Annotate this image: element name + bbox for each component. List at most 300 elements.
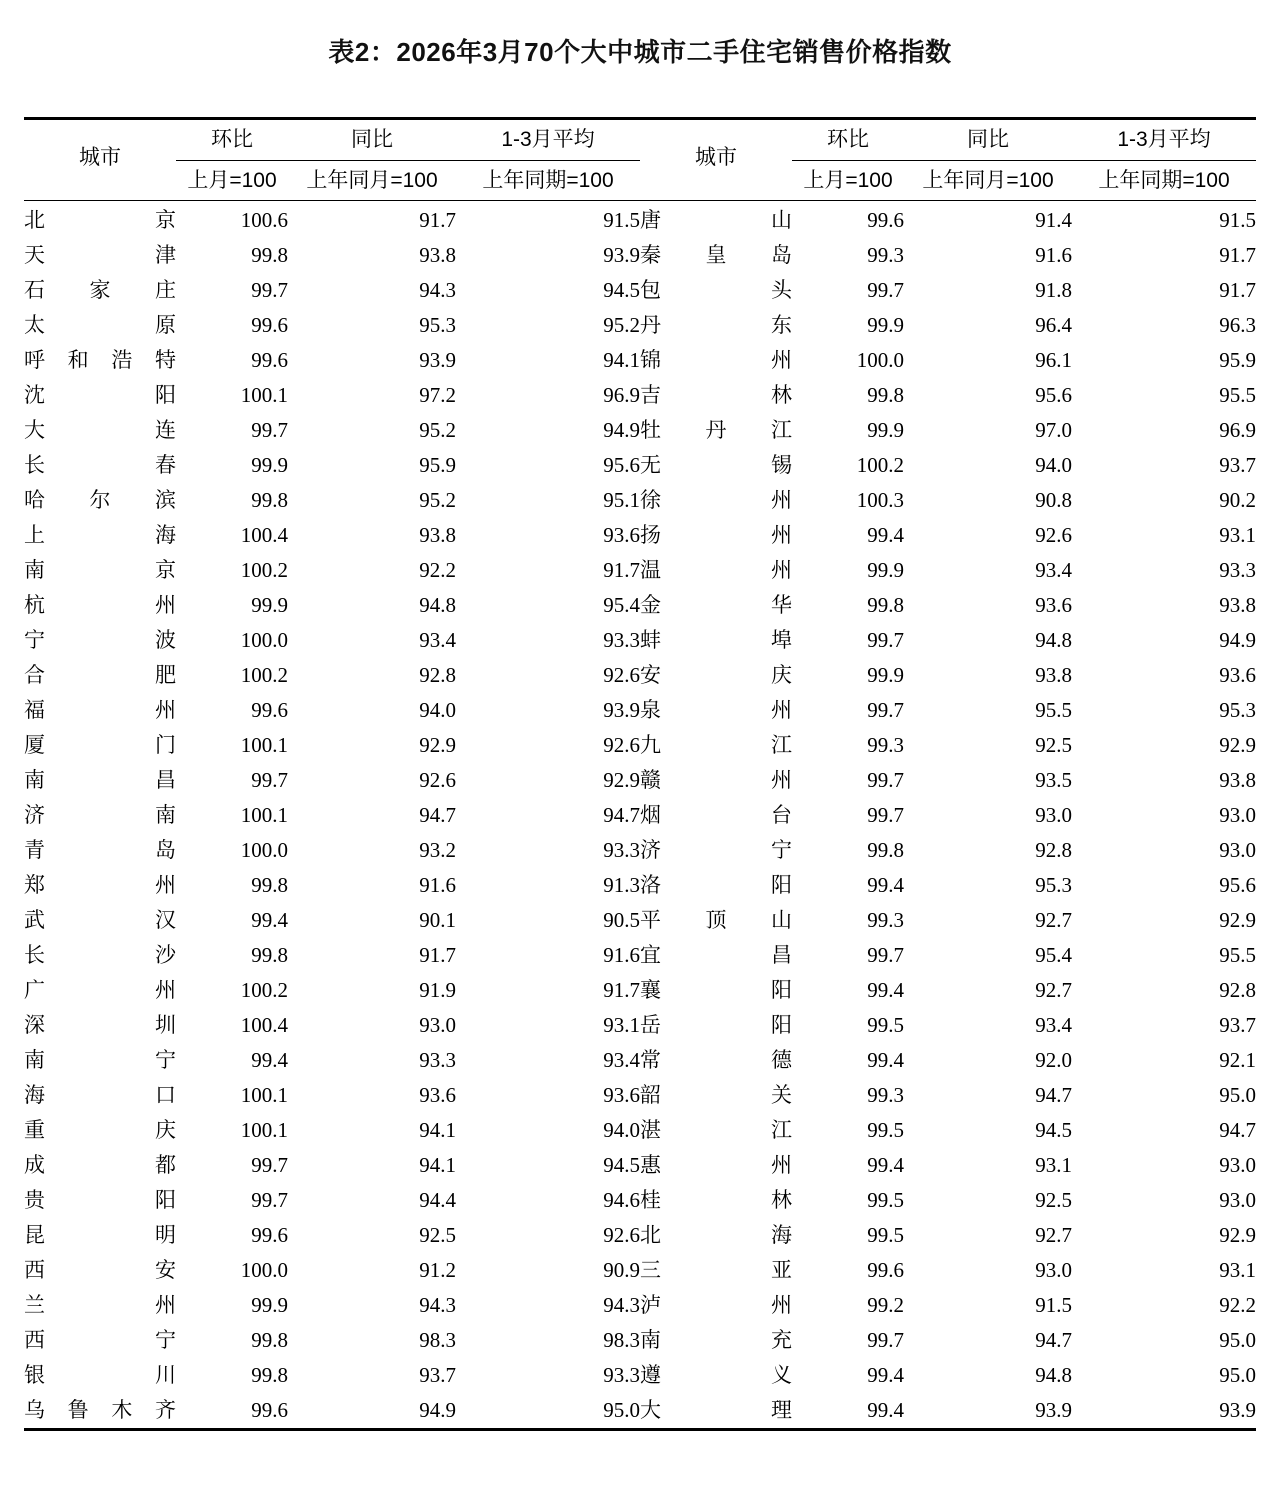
cell-yoy: 93.8 <box>419 243 456 267</box>
cell-yoy: 91.6 <box>1035 243 1072 267</box>
cell-avg: 91.6 <box>603 943 640 967</box>
cell-yoy: 94.4 <box>419 1188 456 1212</box>
cell-mom: 99.8 <box>251 943 288 967</box>
cell-city <box>24 413 176 448</box>
cell-city <box>24 833 176 868</box>
cell-yoy: 93.0 <box>419 1013 456 1037</box>
cell-yoy: 94.0 <box>1035 453 1072 477</box>
cell-avg: 95.6 <box>1219 873 1256 897</box>
cell-mom: 99.8 <box>867 593 904 617</box>
cell-yoy: 95.2 <box>419 418 456 442</box>
cell-yoy: 91.9 <box>419 978 456 1002</box>
cell-yoy: 94.7 <box>1035 1083 1072 1107</box>
cell-city <box>640 1008 792 1043</box>
cell-city <box>640 1043 792 1078</box>
cell-avg: 92.1 <box>1219 1048 1256 1072</box>
cell-mom: 99.3 <box>867 1083 904 1107</box>
cell-yoy: 92.2 <box>419 558 456 582</box>
cell-city <box>640 588 792 623</box>
cell-yoy: 95.9 <box>419 453 456 477</box>
cell-mom: 99.6 <box>867 1258 904 1282</box>
city-name: 三亚 <box>640 1258 792 1282</box>
cell-mom: 100.4 <box>240 523 288 547</box>
cell-mom: 100.1 <box>240 803 288 827</box>
cell-avg: 93.9 <box>1219 1398 1256 1422</box>
cell-yoy: 94.8 <box>1035 1363 1072 1387</box>
city-name: 惠州 <box>640 1153 792 1177</box>
cell-city <box>24 1078 176 1113</box>
cell-yoy: 94.1 <box>419 1118 456 1142</box>
cell-yoy: 94.8 <box>419 593 456 617</box>
city-name: 昆明 <box>24 1223 176 1247</box>
page-title: 表2：2026年3月70个大中城市二手住宅销售价格指数 <box>328 37 952 67</box>
cell-yoy: 93.4 <box>419 628 456 652</box>
cell-mom: 99.6 <box>251 698 288 722</box>
cell-city <box>24 1323 176 1358</box>
city-name: 唐山 <box>640 208 792 232</box>
city-name: 海口 <box>24 1083 176 1107</box>
cell-mom: 99.2 <box>867 1293 904 1317</box>
cell-mom: 100.0 <box>240 1258 288 1282</box>
cell-yoy: 91.7 <box>419 208 456 232</box>
cell-city <box>640 1253 792 1288</box>
cell-yoy: 91.2 <box>419 1258 456 1282</box>
cell-mom: 100.0 <box>240 838 288 862</box>
table-row <box>24 728 1256 763</box>
cell-city <box>640 1358 792 1393</box>
cell-city <box>640 973 792 1008</box>
column-header-city-left <box>24 119 176 201</box>
cell-mom: 100.2 <box>240 558 288 582</box>
cell-city <box>24 693 176 728</box>
cell-yoy: 91.8 <box>1035 278 1072 302</box>
table-row <box>24 658 1256 693</box>
cell-mom: 100.1 <box>240 733 288 757</box>
city-name: 洛阳 <box>640 873 792 897</box>
table-row <box>24 973 1256 1008</box>
cell-yoy: 92.5 <box>1035 1188 1072 1212</box>
table-row <box>24 553 1256 588</box>
cell-mom: 100.2 <box>240 978 288 1002</box>
city-name: 徐州 <box>640 488 792 512</box>
cell-city <box>640 413 792 448</box>
cell-mom: 99.7 <box>867 698 904 722</box>
city-name: 长春 <box>24 453 176 477</box>
cell-yoy: 91.5 <box>1035 1293 1072 1317</box>
cell-mom: 99.5 <box>867 1188 904 1212</box>
city-name: 杭州 <box>24 593 176 617</box>
cell-yoy: 93.7 <box>419 1363 456 1387</box>
cell-yoy: 91.7 <box>419 943 456 967</box>
city-name: 深圳 <box>24 1013 176 1037</box>
city-name: 天津 <box>24 243 176 267</box>
cell-avg: 94.9 <box>1219 628 1256 652</box>
cell-avg: 95.0 <box>1219 1363 1256 1387</box>
table-row <box>24 693 1256 728</box>
cell-mom: 99.7 <box>867 628 904 652</box>
city-name: 沈阳 <box>24 383 176 407</box>
cell-yoy: 92.5 <box>419 1223 456 1247</box>
city-name: 呼和浩特 <box>24 348 176 372</box>
cell-mom: 99.4 <box>867 1398 904 1422</box>
cell-city <box>24 798 176 833</box>
cell-yoy: 93.2 <box>419 838 456 862</box>
cell-yoy: 94.0 <box>419 698 456 722</box>
cell-city <box>24 868 176 903</box>
cell-yoy: 92.8 <box>419 663 456 687</box>
cell-avg: 92.9 <box>1219 1223 1256 1247</box>
cell-city <box>640 1393 792 1430</box>
cell-yoy: 90.8 <box>1035 488 1072 512</box>
price-index-table <box>24 117 1256 1431</box>
cell-mom: 99.7 <box>867 768 904 792</box>
table-row <box>24 448 1256 483</box>
column-header-mom-right: 环比 <box>792 119 904 161</box>
table-row <box>24 413 1256 448</box>
cell-avg: 92.9 <box>1219 908 1256 932</box>
cell-mom: 99.4 <box>867 1363 904 1387</box>
cell-city <box>640 693 792 728</box>
cell-city <box>24 1218 176 1253</box>
cell-mom: 99.9 <box>867 558 904 582</box>
cell-mom: 99.6 <box>251 1398 288 1422</box>
cell-avg: 96.3 <box>1219 313 1256 337</box>
cell-avg: 93.1 <box>603 1013 640 1037</box>
cell-yoy: 93.4 <box>1035 558 1072 582</box>
cell-city <box>640 658 792 693</box>
cell-avg: 93.0 <box>1219 838 1256 862</box>
cell-avg: 95.2 <box>603 313 640 337</box>
column-unit-mom-left: 上月=100 <box>176 160 288 200</box>
cell-city <box>640 483 792 518</box>
city-name: 大连 <box>24 418 176 442</box>
cell-city <box>640 1218 792 1253</box>
cell-mom: 99.3 <box>867 243 904 267</box>
city-name: 西安 <box>24 1258 176 1282</box>
cell-avg: 94.0 <box>603 1118 640 1142</box>
cell-avg: 93.0 <box>1219 1153 1256 1177</box>
cell-avg: 93.0 <box>1219 1188 1256 1212</box>
cell-yoy: 97.2 <box>419 383 456 407</box>
cell-avg: 93.7 <box>1219 1013 1256 1037</box>
city-name: 岳阳 <box>640 1013 792 1037</box>
cell-avg: 91.5 <box>1219 208 1256 232</box>
price-index-table-container <box>24 69 1256 1431</box>
table-row <box>24 1218 1256 1253</box>
cell-city <box>24 728 176 763</box>
cell-mom: 99.6 <box>251 1223 288 1247</box>
city-header-label-right: 城市 <box>695 145 737 169</box>
table-row <box>24 273 1256 308</box>
table-row <box>24 588 1256 623</box>
cell-avg: 92.6 <box>603 663 640 687</box>
column-header-avg-left: 1-3月平均 <box>456 119 640 161</box>
cell-mom: 99.3 <box>867 908 904 932</box>
column-unit-yoy-right: 上年同月=100 <box>904 160 1072 200</box>
table-row <box>24 1253 1256 1288</box>
cell-mom: 100.1 <box>240 383 288 407</box>
city-name: 哈尔滨 <box>24 488 176 512</box>
cell-city <box>24 973 176 1008</box>
cell-mom: 99.8 <box>867 383 904 407</box>
cell-yoy: 92.7 <box>1035 908 1072 932</box>
cell-avg: 95.0 <box>1219 1083 1256 1107</box>
cell-city <box>24 1043 176 1078</box>
cell-avg: 93.1 <box>1219 1258 1256 1282</box>
cell-yoy: 91.4 <box>1035 208 1072 232</box>
cell-mom: 99.3 <box>867 733 904 757</box>
cell-mom: 99.9 <box>867 313 904 337</box>
table-row <box>24 518 1256 553</box>
city-name: 成都 <box>24 1153 176 1177</box>
cell-avg: 93.8 <box>1219 593 1256 617</box>
column-header-avg-right: 1-3月平均 <box>1072 119 1256 161</box>
city-name: 丹东 <box>640 313 792 337</box>
table-row <box>24 483 1256 518</box>
table-row <box>24 201 1256 239</box>
cell-avg: 91.7 <box>603 558 640 582</box>
cell-avg: 93.8 <box>1219 768 1256 792</box>
cell-yoy: 94.9 <box>419 1398 456 1422</box>
cell-avg: 90.5 <box>603 908 640 932</box>
cell-mom: 99.4 <box>251 908 288 932</box>
cell-mom: 99.4 <box>867 523 904 547</box>
city-name: 上海 <box>24 523 176 547</box>
cell-yoy: 95.3 <box>419 313 456 337</box>
cell-avg: 94.3 <box>603 1293 640 1317</box>
cell-yoy: 94.5 <box>1035 1118 1072 1142</box>
cell-city <box>640 903 792 938</box>
city-name: 无锡 <box>640 453 792 477</box>
cell-city <box>24 553 176 588</box>
cell-city <box>640 308 792 343</box>
cell-city <box>24 658 176 693</box>
cell-city <box>24 483 176 518</box>
cell-yoy: 90.1 <box>419 908 456 932</box>
cell-avg: 91.7 <box>1219 243 1256 267</box>
city-name: 太原 <box>24 313 176 337</box>
cell-city <box>640 833 792 868</box>
city-name: 包头 <box>640 278 792 302</box>
cell-city <box>24 273 176 308</box>
table-body <box>24 201 1256 1430</box>
cell-yoy: 92.8 <box>1035 838 1072 862</box>
cell-yoy: 93.6 <box>1035 593 1072 617</box>
cell-city <box>24 1008 176 1043</box>
cell-yoy: 92.6 <box>419 768 456 792</box>
table-row <box>24 1008 1256 1043</box>
city-name: 平顶山 <box>640 908 792 932</box>
cell-yoy: 95.6 <box>1035 383 1072 407</box>
cell-mom: 100.3 <box>856 488 904 512</box>
cell-mom: 99.7 <box>867 943 904 967</box>
cell-avg: 94.9 <box>603 418 640 442</box>
city-name: 泸州 <box>640 1293 792 1317</box>
table-row <box>24 1183 1256 1218</box>
cell-city <box>640 728 792 763</box>
city-name: 宁波 <box>24 628 176 652</box>
city-name: 泉州 <box>640 698 792 722</box>
cell-yoy: 92.7 <box>1035 1223 1072 1247</box>
table-row <box>24 868 1256 903</box>
city-name: 吉林 <box>640 383 792 407</box>
cell-yoy: 92.5 <box>1035 733 1072 757</box>
cell-city <box>24 1288 176 1323</box>
cell-city <box>24 623 176 658</box>
cell-avg: 93.3 <box>603 838 640 862</box>
city-name: 福州 <box>24 698 176 722</box>
city-name: 大理 <box>640 1398 792 1422</box>
cell-city <box>24 1393 176 1430</box>
cell-yoy: 93.9 <box>1035 1398 1072 1422</box>
cell-yoy: 93.8 <box>1035 663 1072 687</box>
cell-avg: 92.2 <box>1219 1293 1256 1317</box>
city-name: 银川 <box>24 1363 176 1387</box>
cell-city <box>24 763 176 798</box>
cell-mom: 99.7 <box>251 278 288 302</box>
cell-avg: 93.3 <box>1219 558 1256 582</box>
city-name: 兰州 <box>24 1293 176 1317</box>
city-name: 北京 <box>24 208 176 232</box>
cell-city <box>640 1288 792 1323</box>
cell-mom: 99.7 <box>251 1188 288 1212</box>
city-name: 蚌埠 <box>640 628 792 652</box>
table-row <box>24 308 1256 343</box>
table-row <box>24 763 1256 798</box>
cell-avg: 96.9 <box>1219 418 1256 442</box>
cell-mom: 100.1 <box>240 1118 288 1142</box>
column-unit-yoy-left: 上年同月=100 <box>288 160 456 200</box>
cell-avg: 95.3 <box>1219 698 1256 722</box>
cell-avg: 93.3 <box>603 628 640 652</box>
city-name: 青岛 <box>24 838 176 862</box>
table-row <box>24 1358 1256 1393</box>
cell-mom: 99.8 <box>251 873 288 897</box>
table-row <box>24 1148 1256 1183</box>
cell-mom: 99.4 <box>867 1153 904 1177</box>
cell-city <box>640 343 792 378</box>
city-name: 南昌 <box>24 768 176 792</box>
cell-yoy: 95.3 <box>1035 873 1072 897</box>
column-header-city-right <box>640 119 792 201</box>
city-name: 韶关 <box>640 1083 792 1107</box>
city-name: 广州 <box>24 978 176 1002</box>
cell-yoy: 92.6 <box>1035 523 1072 547</box>
city-name: 九江 <box>640 733 792 757</box>
cell-mom: 100.2 <box>856 453 904 477</box>
cell-avg: 93.0 <box>1219 803 1256 827</box>
cell-mom: 99.4 <box>867 978 904 1002</box>
cell-avg: 94.6 <box>603 1188 640 1212</box>
cell-avg: 90.9 <box>603 1258 640 1282</box>
cell-avg: 94.7 <box>603 803 640 827</box>
column-unit-avg-right: 上年同期=100 <box>1072 160 1256 200</box>
cell-mom: 99.7 <box>251 768 288 792</box>
table-row <box>24 833 1256 868</box>
cell-yoy: 93.4 <box>1035 1013 1072 1037</box>
city-name: 襄阳 <box>640 978 792 1002</box>
city-name: 乌鲁木齐 <box>24 1398 176 1422</box>
cell-city <box>24 201 176 239</box>
cell-city <box>24 1358 176 1393</box>
cell-mom: 99.7 <box>867 803 904 827</box>
city-name: 南京 <box>24 558 176 582</box>
cell-yoy: 94.7 <box>419 803 456 827</box>
cell-yoy: 93.1 <box>1035 1153 1072 1177</box>
cell-yoy: 94.1 <box>419 1153 456 1177</box>
cell-mom: 99.9 <box>251 593 288 617</box>
cell-avg: 93.3 <box>603 1363 640 1387</box>
header-row-group <box>24 119 1256 161</box>
city-name: 重庆 <box>24 1118 176 1142</box>
table-row <box>24 1393 1256 1430</box>
cell-avg: 93.1 <box>1219 523 1256 547</box>
cell-avg: 93.9 <box>603 243 640 267</box>
city-name: 安庆 <box>640 663 792 687</box>
cell-avg: 91.7 <box>603 978 640 1002</box>
cell-avg: 93.6 <box>1219 663 1256 687</box>
cell-city <box>640 518 792 553</box>
cell-yoy: 93.3 <box>419 1048 456 1072</box>
cell-yoy: 98.3 <box>419 1328 456 1352</box>
city-name: 锦州 <box>640 348 792 372</box>
city-name: 贵阳 <box>24 1188 176 1212</box>
cell-mom: 99.7 <box>867 278 904 302</box>
cell-avg: 94.7 <box>1219 1118 1256 1142</box>
cell-city <box>24 238 176 273</box>
city-name: 温州 <box>640 558 792 582</box>
cell-yoy: 97.0 <box>1035 418 1072 442</box>
cell-avg: 95.0 <box>603 1398 640 1422</box>
cell-avg: 93.9 <box>603 698 640 722</box>
cell-mom: 99.6 <box>867 208 904 232</box>
cell-avg: 93.7 <box>1219 453 1256 477</box>
cell-avg: 96.9 <box>603 383 640 407</box>
cell-mom: 99.8 <box>251 1328 288 1352</box>
cell-avg: 92.9 <box>603 768 640 792</box>
city-name: 秦皇岛 <box>640 243 792 267</box>
city-name: 济南 <box>24 803 176 827</box>
cell-city <box>24 1183 176 1218</box>
cell-yoy: 92.0 <box>1035 1048 1072 1072</box>
cell-yoy: 95.5 <box>1035 698 1072 722</box>
table-row <box>24 1323 1256 1358</box>
cell-mom: 99.5 <box>867 1118 904 1142</box>
cell-city <box>640 238 792 273</box>
cell-mom: 99.8 <box>251 488 288 512</box>
cell-city <box>640 763 792 798</box>
city-name: 武汉 <box>24 908 176 932</box>
cell-yoy: 94.3 <box>419 278 456 302</box>
table-row <box>24 1043 1256 1078</box>
city-name: 合肥 <box>24 663 176 687</box>
cell-yoy: 93.0 <box>1035 803 1072 827</box>
cell-mom: 99.8 <box>251 1363 288 1387</box>
city-name: 扬州 <box>640 523 792 547</box>
cell-avg: 95.6 <box>603 453 640 477</box>
table-row <box>24 238 1256 273</box>
cell-mom: 99.8 <box>867 838 904 862</box>
cell-city <box>24 308 176 343</box>
cell-mom: 99.4 <box>251 1048 288 1072</box>
column-header-mom-left: 环比 <box>176 119 288 161</box>
city-name: 常德 <box>640 1048 792 1072</box>
cell-mom: 99.5 <box>867 1223 904 1247</box>
cell-avg: 98.3 <box>603 1328 640 1352</box>
table-row <box>24 903 1256 938</box>
cell-avg: 95.4 <box>603 593 640 617</box>
cell-avg: 93.6 <box>603 1083 640 1107</box>
